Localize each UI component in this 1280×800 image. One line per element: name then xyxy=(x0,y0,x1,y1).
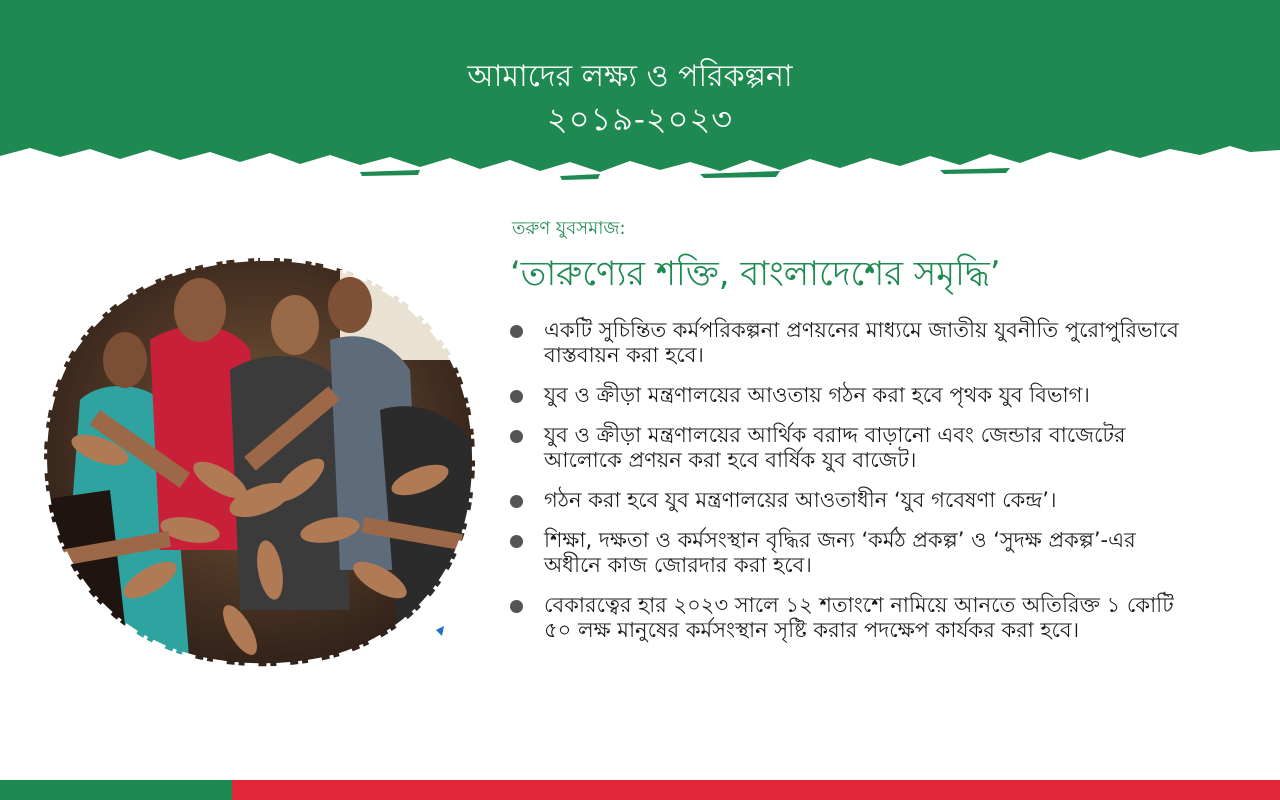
bullet-dot-icon xyxy=(510,325,523,338)
section-subtitle: তরুণ যুবসমাজ: xyxy=(512,218,626,239)
youth-hands-photo xyxy=(40,250,480,670)
header-years: ২০১৯-২০২৩ xyxy=(546,100,734,138)
header-title: আমাদের লক্ষ্য ও পরিকল্পনা xyxy=(467,59,793,94)
slogan-heading: ‘তারুণ্যের শক্তি, বাংলাদেশের সমৃদ্ধি’ xyxy=(510,254,1001,294)
list-item xyxy=(508,528,1188,578)
list-item-text: একটি সুচিন্তিত কর্মপরিকল্পনা প্রণয়নের মাধ্যমে জাতীয় যুবনীতি পুরোপুরিভাবে বাস্তবায়ন করা হবে। xyxy=(544,318,1179,367)
list-item-text: যুব ও ক্রীড়া মন্ত্রণালয়ের আওতায় গঠন করা হবে পৃথক যুব বিভাগ। xyxy=(544,383,1090,407)
bullet-dot-icon xyxy=(510,600,523,613)
list-item-text: গঠন করা হবে যুব মন্ত্রণালয়ের আওতাধীন ‘যুব গবেষণা কেন্দ্র’। xyxy=(544,488,1057,512)
bullet-dot-icon xyxy=(510,535,523,548)
header-band xyxy=(0,0,1280,190)
list-item xyxy=(508,593,1188,643)
list-item-text: শিক্ষা, দক্ষতা ও কর্মসংস্থান বৃদ্ধির জন্য ‘কর্মঠ প্রকল্প’ ও ‘সুদক্ষ প্রকল্প’-এর অধীনে কাজ জোরদার করা হবে। xyxy=(544,528,1136,577)
bullet-dot-icon xyxy=(510,430,523,443)
list-item xyxy=(508,423,1188,473)
list-item-text: বেকারত্বের হার ২০২৩ সালে ১২ শতাংশে নামিয়ে আনতে অতিরিক্ত ১ কোটি ৫০ লক্ষ মানুষের কর্মসংস্থান সৃষ্টি করার পদক্ষেপ কার্যকর করা হবে। xyxy=(544,593,1174,642)
bullet-dot-icon xyxy=(510,390,523,403)
bullet-list xyxy=(508,318,1188,658)
list-item xyxy=(508,383,1188,408)
list-item xyxy=(508,318,1188,368)
footer-bar-green xyxy=(0,780,232,800)
list-item xyxy=(508,488,1188,513)
footer-bar-red xyxy=(232,780,1280,800)
list-item-text: যুব ও ক্রীড়া মন্ত্রণালয়ের আর্থিক বরাদ্দ বাড়ানো এবং জেন্ডার বাজেটের আলোকে প্রণয়ন করা হবে বার্ষিক যুব বাজেট। xyxy=(544,423,1126,472)
bullet-dot-icon xyxy=(510,495,523,508)
